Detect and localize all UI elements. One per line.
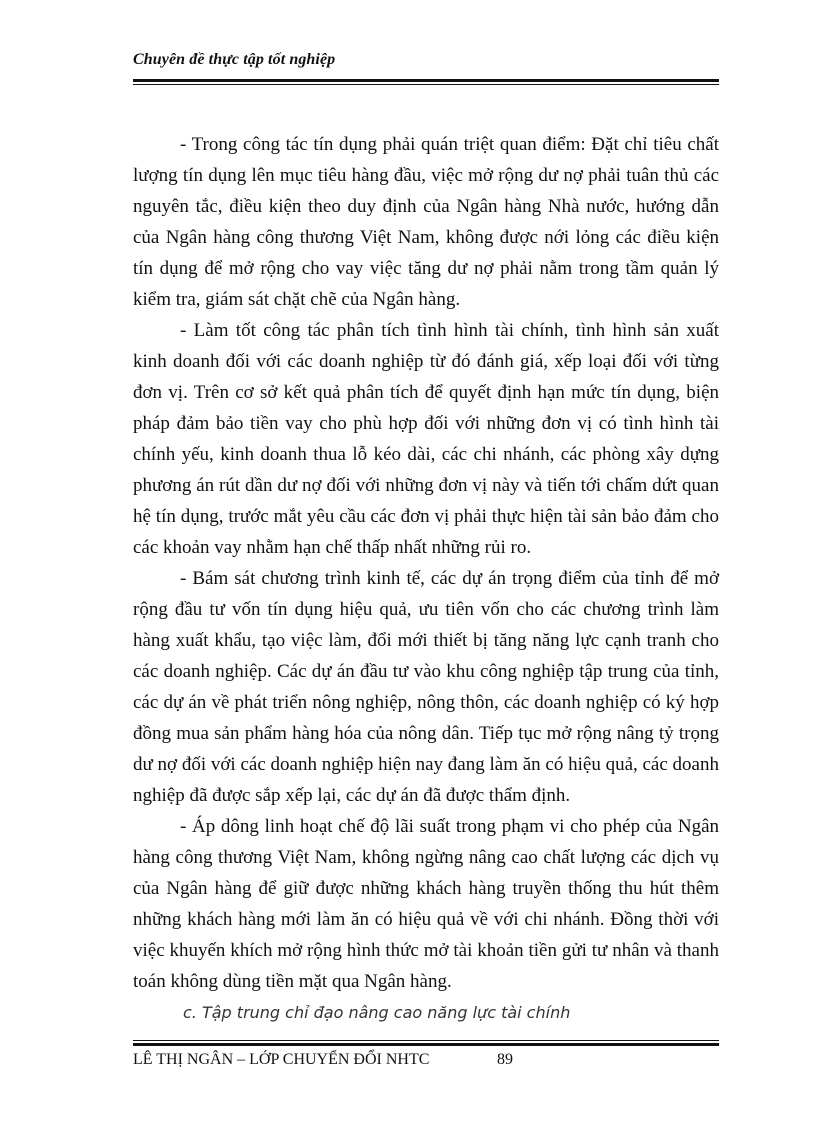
footer-author: LÊ THỊ NGÂN – LỚP CHUYỂN ĐỔI NHTC <box>133 1051 430 1068</box>
page-number: 89 <box>497 1051 513 1068</box>
document-body <box>133 129 719 1028</box>
paragraph-financial-analysis: - Làm tốt công tác phân tích tình hình tài chính, tình hình sản xuất kinh doanh đối với các doanh nghiệp từ đó đánh giá, xếp loại đối với từng đơn vị. Trên cơ sở kết quả phân tích để quyết định hạn mức tín dụng, biện pháp đảm bảo tiền vay cho phù hợp đối với những đơn vị có tình hình tài chính yếu, kinh doanh thua lỗ kéo dài, các chi nhánh, các phòng xây dựng phương án rút dần dư nợ đối với những đơn vị này và tiến tới chấm dứt quan hệ tín dụng, trước mắt yêu cầu các đơn vị phải thực hiện tài sản bảo đảm cho các khoản vay nhằm hạn chế thấp nhất những rủi ro. <box>133 320 719 558</box>
footer-rule <box>133 1040 719 1046</box>
paragraph-economic-program: - Bám sát chương trình kinh tế, các dự án trọng điểm của tỉnh để mở rộng đầu tư vốn tín dụng hiệu quả, ưu tiên vốn cho các chương trình làm hàng xuất khẩu, tạo việc làm, đổi mới thiết bị tăng năng lực cạnh tranh cho các doanh nghiệp. Các dự án đầu tư vào khu công nghiệp tập trung của tỉnh, các dự án về phát triển nông nghiệp, nông thôn, các doanh nghiệp có ký hợp đồng mua sản phẩm hàng hóa của nông dân. Tiếp tục mở rộng nâng tỷ trọng dư nợ đối với các doanh nghiệp hiện nay đang làm ăn có hiệu quả, các doanh nghiệp đã được sắp xếp lại, các dự án đã được thẩm định. <box>133 568 719 806</box>
page-header <box>133 50 719 85</box>
header-title: Chuyên đề thực tập tốt nghiệp <box>133 51 336 68</box>
section-subheading: c. Tập trung chỉ đạo nâng cao năng lực tài chính <box>183 1003 571 1022</box>
header-rule <box>133 79 719 85</box>
paragraph-credit-quality: - Trong công tác tín dụng phải quán triệt quan điểm: Đặt chỉ tiêu chất lượng tín dụng lên mục tiêu hàng đầu, việc mở rộng dư nợ phải tuân thủ các nguyên tắc, điều kiện theo duy định của Ngân hàng Nhà nước, hướng dẫn của Ngân hàng công thương Việt Nam, không được nới lỏng các điều kiện tín dụng để mở rộng cho vay việc tăng dư nợ phải nằm trong tầm quản lý kiểm tra, giám sát chặt chẽ của Ngân hàng. <box>133 134 719 310</box>
paragraph-interest-rate: - Áp dông linh hoạt chế độ lãi suất trong phạm vi cho phép của Ngân hàng công thương Việt Nam, không ngừng nâng cao chất lượng các dịch vụ của Ngân hàng để giữ được những khách hàng truyền thống thu hút thêm những khách hàng mới làm ăn có hiệu quả về với chi nhánh. Đồng thời với việc khuyến khích mở rộng hình thức mở tài khoản tiền gửi tư nhân và thanh toán không dùng tiền mặt qua Ngân hàng. <box>133 816 719 992</box>
